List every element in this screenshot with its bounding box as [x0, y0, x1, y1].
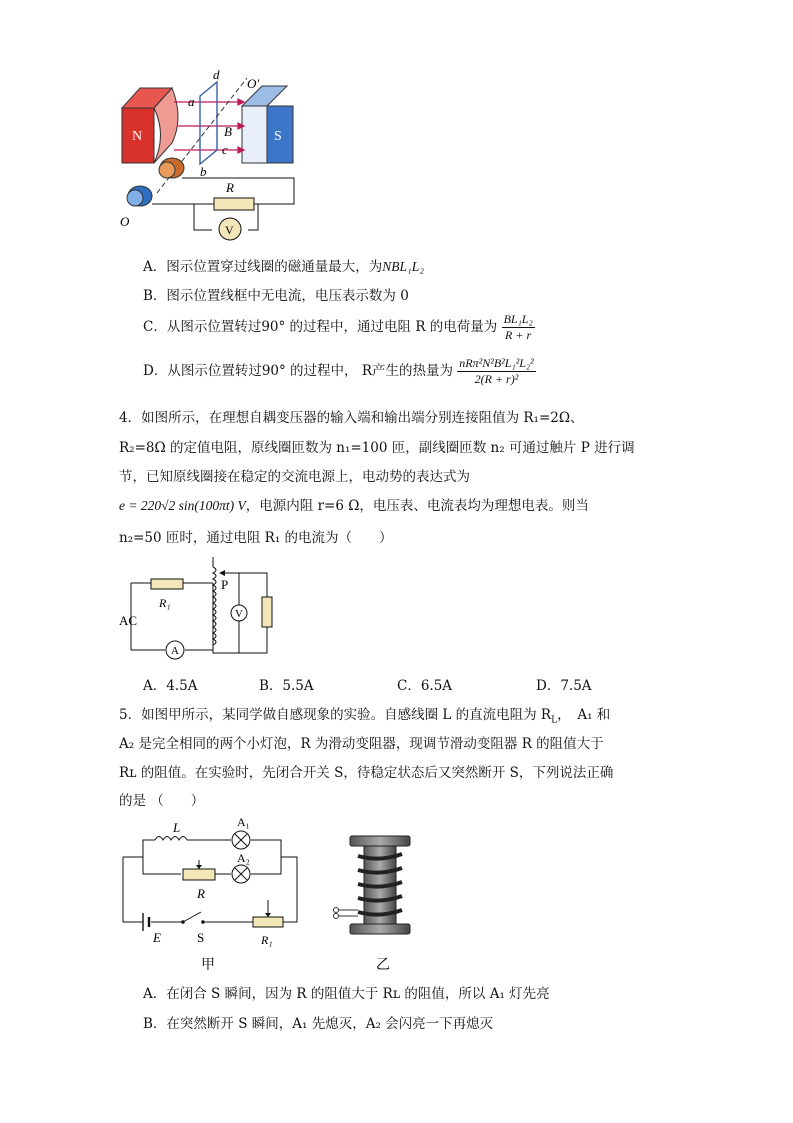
q3-option-c-text: C．从图示位置转过90° 的过程中，通过电阻 R 的电荷量为	[143, 319, 498, 335]
q4-line-3: 节，已知原线圈接在稳定的交流电源上，电动势的表达式为	[119, 469, 470, 485]
q4-option-c: C．6.5A	[397, 678, 453, 694]
fig1-label-a: a	[188, 94, 195, 109]
q5-fig-label-yi: 乙	[376, 958, 390, 973]
q4-fig-label-P: P	[221, 577, 229, 592]
q3-option-d-denominator: 2(R + r)²	[474, 372, 519, 386]
fig1-label-Oprime: O′	[247, 76, 260, 91]
q3-option-c-denominator: R + r	[505, 328, 532, 342]
q5-line-1-tail: ， A₁ 和	[557, 707, 611, 723]
fig1-label-d: d	[213, 67, 220, 82]
q3-option-d	[143, 356, 536, 387]
q5-line-1-text: 5．如图甲所示，某同学做自感现象的实验。自感线圈 L 的直流电阻为 R	[119, 707, 552, 723]
q4-emf-expression: e = 220√2 sin(100πt) V	[119, 498, 246, 513]
q3-option-d-numerator: nRπ²N²B²L₁²L₂²	[459, 356, 534, 370]
q3-option-a-text: A．图示位置穿过线圈的磁通量最大，为	[143, 259, 383, 275]
q3-option-c	[143, 312, 535, 343]
q5-fig-label-R1: R₁	[261, 933, 273, 947]
q4-line-4	[119, 494, 589, 514]
fig1-label-b: b	[200, 164, 207, 179]
fig1-label-c: c	[222, 142, 228, 157]
q4-line-2: R₂=8Ω 的定值电阻，原线圈匝数为 n₁=100 匝，副线圈匝数 n₂ 可通过触片 P 进行调	[119, 440, 635, 456]
fig1-label-R: R	[226, 180, 234, 195]
q3-option-a	[143, 255, 424, 275]
q5-fig-label-E: E	[153, 930, 161, 945]
q4-line-4-text: ，电源内阻 r=6 Ω，电压表、电流表均为理想电表。则当	[245, 498, 589, 514]
q5-line-2: A₂ 是完全相同的两个小灯泡，R 为滑动变阻器，现调节滑动变阻器 R 的阻值大于	[119, 736, 604, 752]
q3-option-c-fraction	[502, 312, 535, 343]
q5-line-3: Rʟ 的阻值。在实验时，先闭合开关 S，待稳定状态后又突然断开 S，下列说法正确	[119, 765, 614, 781]
q5-circuit-jia	[115, 812, 315, 974]
fig1-label-O: O	[120, 214, 130, 229]
q4-option-b: B．5.5A	[259, 678, 314, 694]
q4-fig-label-A: A	[171, 645, 179, 657]
fig1-label-V: V	[225, 223, 234, 237]
q3-option-b: B．图示位置线框中无电流，电压表示数为 0	[143, 288, 409, 304]
q3-option-d-text: D．从图示位置转过90° 的过程中， R产生的热量为	[143, 363, 453, 379]
q4-option-a: A．4.5A	[143, 678, 198, 694]
q3-option-d-fraction	[457, 356, 535, 387]
q5-option-a: A．在闭合 S 瞬间，因为 R 的阻值大于 Rʟ 的阻值，所以 A₁ 灯先亮	[143, 986, 550, 1002]
q5-fig-label-jia: 甲	[201, 958, 215, 973]
q4-line-1: 4．如图所示，在理想自耦变压器的输入端和输出端分别连接阻值为 R₁=2Ω、	[119, 410, 584, 426]
fig1-label-B: B	[224, 124, 232, 139]
q5-line-1	[119, 703, 610, 726]
q5-fig-label-A2: A₂	[237, 851, 250, 865]
fig1-label-N: N	[132, 129, 143, 144]
generator-figure	[112, 67, 312, 237]
q5-line-1-sub: L	[551, 715, 558, 726]
q4-fig-label-AC: AC	[119, 613, 138, 628]
q5-line-4: 的是 （ ）	[119, 793, 205, 809]
q3-option-c-numerator: BL₁L₂	[503, 312, 533, 326]
q3-option-a-math: NBL₁L₂	[382, 259, 424, 274]
q5-option-b: B．在突然断开 S 瞬间，A₁ 先熄灭，A₂ 会闪亮一下再熄灭	[143, 1016, 494, 1032]
q4-option-d: D．7.5A	[536, 678, 592, 694]
q4-line-5: n₂=50 匝时，通过电阻 R₁ 的电流为（ ）	[119, 530, 393, 546]
transformer-figure	[117, 553, 282, 665]
q5-fig-label-L: L	[173, 820, 181, 835]
q5-coil-yi	[328, 832, 428, 974]
q5-fig-label-A1: A₁	[237, 815, 250, 829]
q4-fig-label-R1: R₁	[159, 596, 171, 610]
q5-fig-label-R: R	[197, 886, 205, 901]
q5-fig-label-S: S	[197, 930, 205, 945]
q4-fig-label-V: V	[235, 608, 243, 620]
fig1-label-S: S	[274, 129, 282, 144]
